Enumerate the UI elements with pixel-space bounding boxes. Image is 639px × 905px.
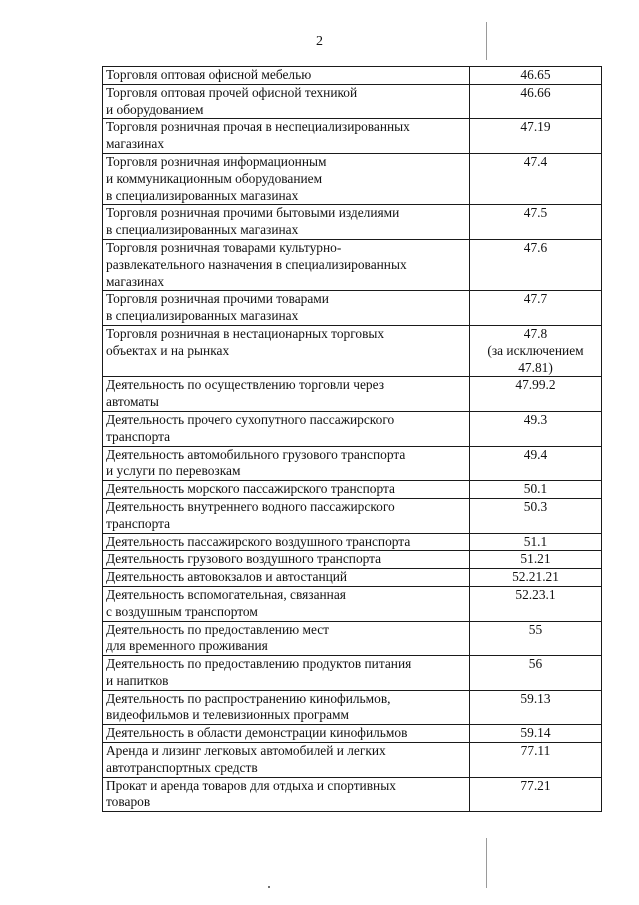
- activity-codes-table: [102, 66, 602, 812]
- okved-code-line: 52.21.21: [512, 569, 559, 585]
- activity-name-cell: [103, 690, 470, 725]
- activity-name-cell: [103, 743, 470, 778]
- table-row: [103, 569, 602, 587]
- activity-name-cell: [103, 586, 470, 621]
- activity-name-line: Деятельность по предоставлению мест: [106, 621, 330, 637]
- okved-code-line: 49.3: [523, 411, 548, 427]
- okved-code-cell: [470, 153, 602, 204]
- activity-name-cell: [103, 411, 470, 446]
- okved-code-cell: [470, 446, 602, 481]
- okved-code-cell: [470, 67, 602, 85]
- activity-name-line: Торговля розничная прочими товарами: [106, 291, 329, 307]
- okved-code-line: 55: [528, 621, 543, 637]
- activity-name-line: Деятельность по предоставлению продуктов питания: [106, 656, 412, 672]
- table-row: [103, 411, 602, 446]
- activity-name-line: автоматы: [106, 394, 159, 410]
- okved-code-cell: [470, 239, 602, 290]
- activity-name-cell: [103, 725, 470, 743]
- okved-code-cell: [470, 481, 602, 499]
- okved-code-line: 49.4: [523, 446, 548, 462]
- table-row: [103, 377, 602, 412]
- table-row: [103, 551, 602, 569]
- table-row: [103, 67, 602, 85]
- table-row: [103, 777, 602, 812]
- activity-name-cell: [103, 569, 470, 587]
- activity-name-line: магазинах: [106, 136, 165, 152]
- scan-speck: [268, 886, 270, 888]
- activity-name-line: транспорта: [106, 515, 171, 531]
- okved-code-line: 77.21: [520, 777, 551, 793]
- page-number: 2: [316, 34, 323, 49]
- activity-name-line: Деятельность пассажирского воздушного транспорта: [106, 533, 411, 549]
- activity-name-line: Торговля розничная информационным: [106, 153, 327, 169]
- okved-code-line: 50.1: [523, 481, 548, 497]
- okved-code-line: 51.21: [520, 551, 551, 567]
- okved-code-line: 77.11: [520, 743, 551, 759]
- okved-code-cell: [470, 621, 602, 656]
- activity-name-line: с воздушным транспортом: [106, 603, 258, 619]
- activity-name-line: Аренда и лизинг легковых автомобилей и легких: [106, 743, 386, 759]
- okved-code-cell: [470, 725, 602, 743]
- okved-code-line: 47.99.2: [515, 377, 556, 393]
- okved-code-line: 47.5: [523, 205, 548, 221]
- activity-name-line: объектах и на рынках: [106, 342, 230, 358]
- scan-edge-mark: [486, 838, 487, 888]
- okved-code-cell: [470, 325, 602, 376]
- okved-code-line: 50.3: [523, 498, 548, 514]
- activity-codes-body: [103, 67, 602, 812]
- activity-name-line: Торговля розничная прочая в неспециализированных: [106, 119, 410, 135]
- activity-name-cell: [103, 656, 470, 691]
- table-row: [103, 586, 602, 621]
- table-row: [103, 481, 602, 499]
- table-row: [103, 119, 602, 154]
- table-row: [103, 656, 602, 691]
- activity-name-line: в специализированных магазинах: [106, 222, 299, 238]
- table-row: [103, 725, 602, 743]
- okved-code-line: (за исключением: [487, 342, 584, 358]
- okved-code-line: 51.1: [523, 533, 548, 549]
- activity-name-line: в специализированных магазинах: [106, 187, 299, 203]
- activity-name-line: магазинах: [106, 273, 165, 289]
- activity-name-cell: [103, 239, 470, 290]
- activity-name-cell: [103, 621, 470, 656]
- activity-name-cell: [103, 446, 470, 481]
- okved-code-cell: [470, 551, 602, 569]
- activity-name-line: и коммуникационным оборудованием: [106, 170, 323, 186]
- activity-name-cell: [103, 325, 470, 376]
- activity-name-line: и напитков: [106, 672, 169, 688]
- okved-code-cell: [470, 777, 602, 812]
- okved-code-cell: [470, 533, 602, 551]
- table-row: [103, 239, 602, 290]
- scan-edge-mark: [486, 22, 487, 60]
- activity-name-cell: [103, 498, 470, 533]
- okved-code-line: 46.65: [520, 67, 551, 82]
- okved-code-line: 56: [528, 656, 543, 672]
- table-row: [103, 743, 602, 778]
- okved-code-cell: [470, 690, 602, 725]
- activity-name-cell: [103, 153, 470, 204]
- okved-code-line: 59.14: [520, 725, 551, 741]
- table-row: [103, 205, 602, 240]
- okved-code-cell: [470, 586, 602, 621]
- okved-code-line: 47.81): [518, 359, 553, 375]
- activity-name-cell: [103, 533, 470, 551]
- okved-code-cell: [470, 656, 602, 691]
- table-row: [103, 533, 602, 551]
- activity-name-cell: [103, 777, 470, 812]
- okved-code-line: 47.19: [520, 119, 551, 135]
- activity-name-line: Деятельность прочего сухопутного пассажирского: [106, 411, 395, 427]
- activity-name-line: Торговля оптовая офисной мебелью: [106, 67, 312, 82]
- activity-name-line: Торговля розничная товарами культурно-: [106, 239, 342, 255]
- okved-code-cell: [470, 743, 602, 778]
- activity-name-line: Деятельность внутреннего водного пассажирского: [106, 498, 395, 514]
- activity-name-cell: [103, 551, 470, 569]
- table-row: [103, 621, 602, 656]
- activity-name-cell: [103, 67, 470, 85]
- okved-code-line: 47.8: [523, 325, 548, 341]
- activity-name-cell: [103, 119, 470, 154]
- table-row: [103, 84, 602, 119]
- activity-name-line: и оборудованием: [106, 101, 204, 117]
- table-row: [103, 291, 602, 326]
- activity-name-line: Деятельность в области демонстрации кинофильмов: [106, 725, 408, 741]
- activity-name-cell: [103, 377, 470, 412]
- table-row: [103, 498, 602, 533]
- activity-name-line: Прокат и аренда товаров для отдыха и спортивных: [106, 777, 396, 793]
- activity-name-line: Деятельность по осуществлению торговли через: [106, 377, 384, 393]
- okved-code-line: 52.23.1: [515, 586, 556, 602]
- activity-name-line: Торговля розничная в нестационарных торговых: [106, 325, 385, 341]
- okved-code-cell: [470, 84, 602, 119]
- activity-name-line: товаров: [106, 794, 151, 810]
- table-row: [103, 446, 602, 481]
- activity-name-line: Деятельность вспомогательная, связанная: [106, 586, 346, 602]
- okved-code-line: 47.4: [523, 153, 548, 169]
- activity-name-line: в специализированных магазинах: [106, 308, 299, 324]
- activity-name-line: видеофильмов и телевизионных программ: [106, 707, 349, 723]
- activity-name-line: для временного проживания: [106, 638, 268, 654]
- okved-code-line: 59.13: [520, 690, 551, 706]
- okved-code-line: 46.66: [520, 84, 551, 100]
- okved-code-cell: [470, 205, 602, 240]
- activity-name-line: Деятельность грузового воздушного транспорта: [106, 551, 382, 567]
- activity-name-line: Деятельность автовокзалов и автостанций: [106, 569, 348, 585]
- okved-code-line: 47.7: [523, 291, 548, 307]
- okved-code-cell: [470, 291, 602, 326]
- activity-name-cell: [103, 84, 470, 119]
- activity-name-line: и услуги по перевозкам: [106, 463, 241, 479]
- okved-code-cell: [470, 377, 602, 412]
- table-row: [103, 690, 602, 725]
- activity-name-line: Деятельность автомобильного грузового транспорта: [106, 446, 406, 462]
- activity-name-line: автотранспортных средств: [106, 759, 258, 775]
- activity-name-line: Деятельность по распространению кинофильмов,: [106, 690, 391, 706]
- activity-name-cell: [103, 205, 470, 240]
- activity-name-cell: [103, 291, 470, 326]
- okved-code-line: 47.6: [523, 239, 548, 255]
- activity-name-line: транспорта: [106, 428, 171, 444]
- activity-name-line: Торговля розничная прочими бытовыми изделиями: [106, 205, 400, 221]
- activity-name-line: Деятельность морского пассажирского транспорта: [106, 481, 395, 497]
- okved-code-cell: [470, 569, 602, 587]
- activity-name-cell: [103, 481, 470, 499]
- okved-code-cell: [470, 498, 602, 533]
- table-row: [103, 325, 602, 376]
- okved-code-cell: [470, 411, 602, 446]
- activity-name-line: развлекательного назначения в специализированных: [106, 256, 407, 272]
- okved-code-cell: [470, 119, 602, 154]
- table-row: [103, 153, 602, 204]
- activity-name-line: Торговля оптовая прочей офисной техникой: [106, 84, 358, 100]
